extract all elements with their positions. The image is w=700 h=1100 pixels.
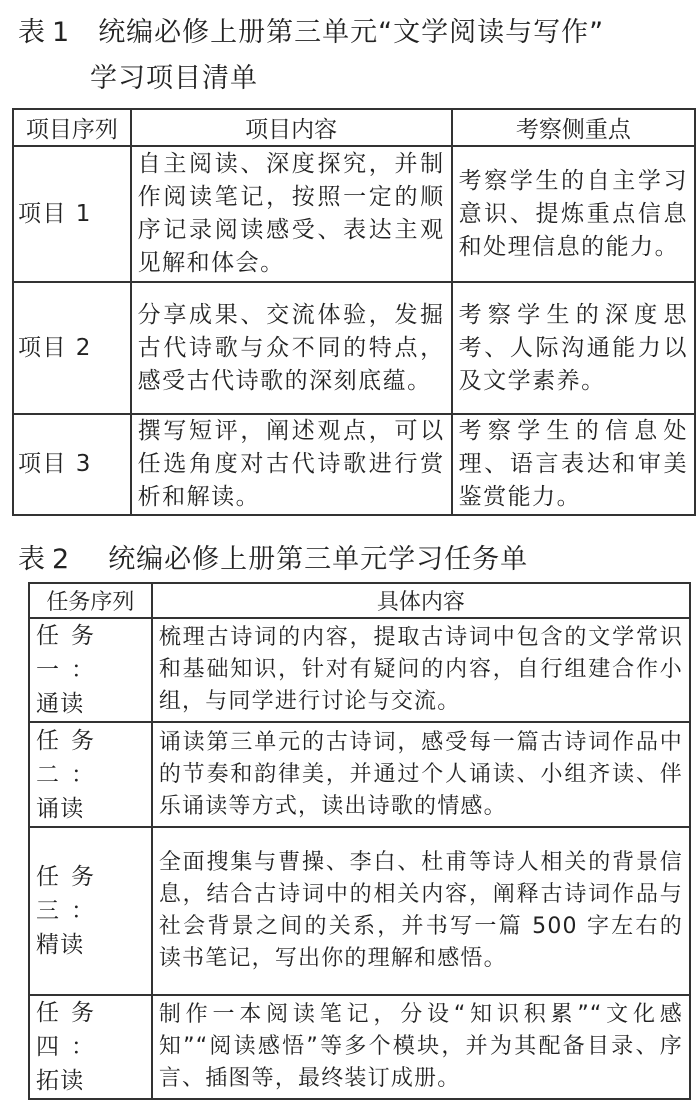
task-seq bbox=[29, 995, 152, 1099]
header-cell: 任务序列 bbox=[29, 583, 152, 618]
table-row bbox=[29, 995, 690, 1099]
table2-label: 表 bbox=[18, 544, 46, 575]
header-cell: 考察侧重点 bbox=[452, 109, 695, 146]
table-header-row bbox=[13, 109, 695, 146]
table2-title: 统编必修上册第三单元学习任务单 bbox=[108, 544, 529, 575]
task-seq-type: 拓读 bbox=[36, 1068, 85, 1094]
task-seq bbox=[29, 722, 152, 827]
project-seq: 项目 2 bbox=[13, 282, 131, 414]
task-seq-name: 任务二： bbox=[36, 727, 106, 788]
table2-number: 2 bbox=[52, 544, 71, 575]
task-content: 梳理古诗词的内容，提取古诗词中包含的文学常识和基础知识，针对有疑问的内容，自行组建合作小组，与同学进行讨论与交流。 bbox=[152, 618, 690, 722]
task-seq-name: 任务一： bbox=[36, 623, 106, 683]
table2-caption bbox=[18, 540, 528, 580]
task-seq-type: 通读 bbox=[36, 691, 85, 717]
table-row bbox=[29, 827, 690, 995]
table-row bbox=[29, 618, 690, 722]
header-cell: 项目序列 bbox=[13, 109, 131, 146]
project-list-table bbox=[12, 108, 696, 516]
task-content: 全面搜集与曹操、李白、杜甫等诗人相关的背景信息，结合古诗词中的相关内容，阐释古诗词作品与社会背景之间的关系，并书写一篇 500 字左右的读书笔记，写出你的理解和感悟。 bbox=[152, 827, 690, 995]
task-seq bbox=[29, 618, 152, 722]
project-content: 撰写短评，阐述观点，可以任选角度对古代诗歌进行赏析和解读。 bbox=[131, 414, 452, 515]
task-seq-type: 精读 bbox=[36, 932, 85, 958]
table1-title-line2: 学习项目清单 bbox=[90, 63, 258, 94]
task-list-table bbox=[28, 582, 691, 1100]
table-row bbox=[29, 722, 690, 827]
table1-title-line1: 统编必修上册第三单元“文学阅读与写作” bbox=[98, 17, 605, 48]
header-cell: 具体内容 bbox=[152, 583, 690, 618]
project-content: 分享成果、交流体验，发掘古代诗歌与众不同的特点，感受古代诗歌的深刻底蕴。 bbox=[131, 282, 452, 414]
table-header-row bbox=[29, 583, 690, 618]
project-seq: 项目 3 bbox=[13, 414, 131, 515]
task-seq-name: 任务四： bbox=[36, 1000, 106, 1060]
table1-number: 1 bbox=[52, 17, 71, 48]
project-focus: 考察学生的信息处理、语言表达和审美鉴赏能力。 bbox=[452, 414, 695, 515]
table-row bbox=[13, 146, 695, 282]
project-focus: 考察学生的深度思考、人际沟通能力以及文学素养。 bbox=[452, 282, 695, 414]
header-cell: 项目内容 bbox=[131, 109, 452, 146]
task-content: 诵读第三单元的古诗词，感受每一篇古诗词作品中的节奏和韵律美，并通过个人诵读、小组齐读、伴乐诵读等方式，读出诗歌的情感。 bbox=[152, 722, 690, 827]
task-seq-name: 任务三： bbox=[36, 864, 106, 924]
table-row bbox=[13, 282, 695, 414]
table-row bbox=[13, 414, 695, 515]
project-seq: 项目 1 bbox=[13, 146, 131, 282]
table1-label: 表 bbox=[18, 17, 46, 48]
task-seq bbox=[29, 827, 152, 995]
project-focus: 考察学生的自主学习意识、提炼重点信息和处理信息的能力。 bbox=[452, 146, 695, 282]
table1-caption bbox=[18, 10, 698, 102]
task-seq-type: 诵读 bbox=[36, 795, 85, 822]
project-content: 自主阅读、深度探究，并制作阅读笔记，按照一定的顺序记录阅读感受、表达主观见解和体会。 bbox=[131, 146, 452, 282]
task-content: 制作一本阅读笔记，分设“知识积累”“文化感知”“阅读感悟”等多个模块，并为其配备目录、序言、插图等，最终装订成册。 bbox=[152, 995, 690, 1099]
